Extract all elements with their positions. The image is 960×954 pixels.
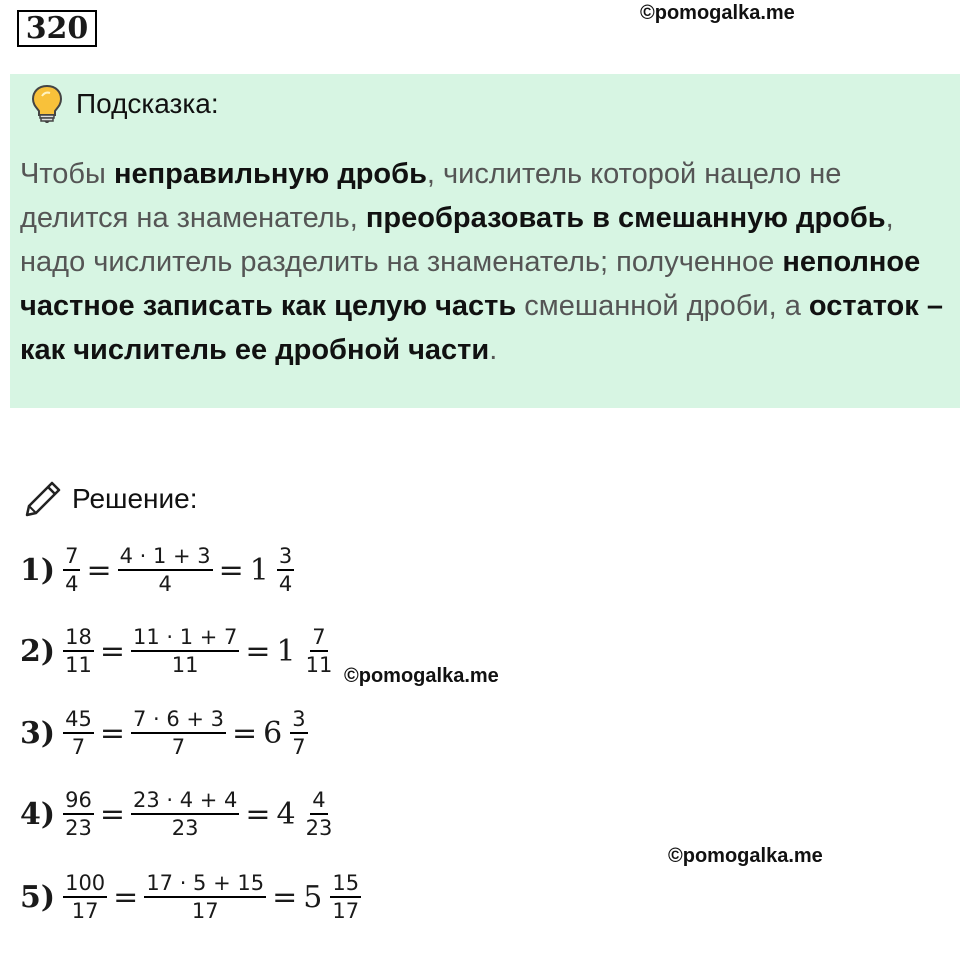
division-expression	[129, 624, 241, 678]
pencil-icon	[22, 478, 64, 520]
improper-fraction	[61, 870, 109, 924]
hint-segment: смешанной дроби, а	[516, 290, 809, 322]
hint-header	[30, 82, 219, 126]
whole-part: 1	[249, 552, 269, 588]
solution-row	[20, 706, 310, 760]
solution-header	[22, 478, 198, 520]
division-expression-numerator: 7 · 6 + 3	[131, 706, 226, 734]
improper-fraction	[61, 543, 82, 597]
improper-fraction-denominator: 23	[65, 816, 92, 840]
hint-segment: , надо числитель разделить на знаменатель; полученное	[20, 202, 894, 278]
equals-sign: =	[113, 879, 139, 915]
equals-sign: =	[218, 552, 244, 588]
division-expression-denominator: 23	[171, 816, 199, 840]
division-expression-denominator: 7	[171, 735, 186, 759]
hint-segment: .	[489, 334, 498, 366]
fraction-part-numerator: 3	[290, 706, 307, 734]
fraction-part	[275, 543, 296, 597]
hint-emphasis: неполное частное записать как целую часть	[20, 246, 921, 322]
item-number: 4)	[20, 796, 56, 832]
fraction-part	[328, 870, 363, 924]
hint-emphasis: остаток – как числитель ее дробной части	[20, 290, 943, 366]
item-number: 3)	[20, 715, 56, 751]
task-number: 320	[17, 10, 97, 47]
solution-row	[20, 624, 336, 678]
fraction-part-denominator: 7	[292, 735, 306, 759]
improper-fraction-denominator: 7	[71, 735, 86, 759]
solution-title: Решение:	[72, 483, 198, 514]
equals-sign: =	[245, 796, 271, 832]
watermark-top: ©pomogalka.me	[640, 2, 795, 24]
fraction-part-denominator: 4	[278, 572, 293, 596]
improper-fraction-denominator: 4	[65, 572, 79, 596]
solution-row	[20, 543, 296, 597]
fraction-part-numerator: 15	[330, 870, 361, 898]
improper-fraction	[61, 706, 96, 760]
division-expression-denominator: 4	[158, 572, 172, 596]
hint-title: Подсказка:	[76, 88, 219, 119]
fraction-part-numerator: 3	[277, 543, 294, 571]
improper-fraction-denominator: 11	[65, 653, 92, 677]
fraction-part-denominator: 17	[332, 899, 360, 923]
division-expression-denominator: 11	[171, 653, 199, 677]
fraction-part	[302, 787, 337, 841]
improper-fraction-numerator: 100	[63, 870, 107, 898]
improper-fraction-numerator: 96	[63, 787, 94, 815]
division-expression	[129, 787, 241, 841]
whole-part: 6	[263, 715, 283, 751]
division-expression-numerator: 4 · 1 + 3	[118, 543, 213, 571]
equals-sign: =	[99, 715, 125, 751]
improper-fraction	[61, 787, 96, 841]
equals-sign: =	[272, 879, 298, 915]
division-expression-numerator: 11 · 1 + 7	[131, 624, 239, 652]
solution-row	[20, 787, 336, 841]
division-expression-numerator: 17 · 5 + 15	[144, 870, 266, 898]
improper-fraction	[61, 624, 96, 678]
item-number: 5)	[20, 879, 56, 915]
improper-fraction-numerator: 45	[63, 706, 94, 734]
improper-fraction-denominator: 17	[71, 899, 99, 923]
lightbulb-icon	[30, 84, 64, 124]
hint-segment: , числитель которой нацело не делится на знаменатель,	[20, 158, 842, 234]
watermark-middle: ©pomogalka.me	[344, 665, 499, 687]
division-expression	[129, 706, 228, 760]
hint-box	[10, 74, 960, 408]
equals-sign: =	[245, 633, 271, 669]
hint-emphasis: неправильную дробь	[113, 158, 427, 190]
division-expression	[142, 870, 268, 924]
fraction-part-numerator: 4	[310, 787, 327, 815]
solution-row	[20, 870, 363, 924]
fraction-part	[288, 706, 309, 760]
item-number: 1)	[20, 552, 56, 588]
division-expression-denominator: 17	[191, 899, 219, 923]
fraction-part-denominator: 23	[305, 816, 333, 840]
fraction-part-numerator: 7	[310, 624, 327, 652]
hint-emphasis: преобразовать в смешанную дробь	[365, 202, 886, 234]
division-expression	[116, 543, 215, 597]
fraction-part	[302, 624, 337, 678]
equals-sign: =	[232, 715, 258, 751]
item-number: 2)	[20, 633, 56, 669]
improper-fraction-numerator: 18	[63, 624, 94, 652]
equals-sign: =	[86, 552, 112, 588]
watermark-bottom: ©pomogalka.me	[668, 845, 823, 867]
equals-sign: =	[99, 796, 125, 832]
division-expression-numerator: 23 · 4 + 4	[131, 787, 239, 815]
whole-part: 5	[303, 879, 323, 915]
improper-fraction-numerator: 7	[63, 543, 80, 571]
hint-text	[20, 152, 950, 372]
whole-part: 1	[276, 633, 296, 669]
equals-sign: =	[99, 633, 125, 669]
hint-segment: Чтобы	[20, 158, 114, 190]
whole-part: 4	[276, 796, 296, 832]
fraction-part-denominator: 11	[305, 653, 333, 677]
